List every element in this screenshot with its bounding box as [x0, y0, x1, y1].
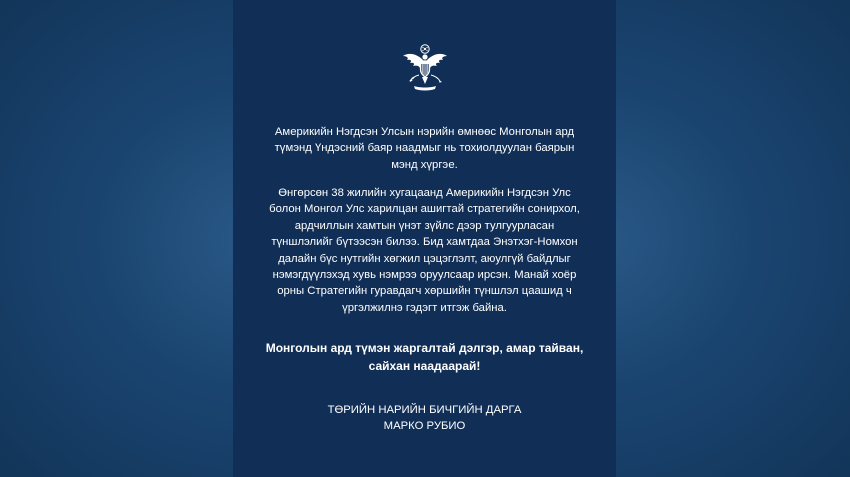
signature-name: МАРКО РУБИО [383, 420, 466, 432]
signature-title: ТӨРИЙН НАРИЙН БИЧГИЙН ДАРГА [327, 404, 522, 416]
partnership-paragraph: Өнгөрсөн 38 жилийн хугацаанд Америкийн Нэгдсэн Улс болон Монгол Улс харилцан ашигтай стратегийн сонирхол, ардчиллын хамтын үнэт зүйлс дээр тулгуурласан түншлэлийг бүтээсэн билээ. Бид хамтдаа Энэтхэг-Номхон далайн бүс нутгийн хөгжил цэцэглэлт, аюулгүй байдлыг нэмэгдүүлэхэд хувь нэмрээ оруулсаар ирсэн. Манай хоёр орны Стратегийн гуравдагч хөршийн түншлэл цаашид ч үргэлжилнэ гэдэгт итгэж байна. [269, 187, 580, 314]
letter-card [233, 0, 616, 477]
great-seal-eagle-icon [399, 42, 451, 94]
left-background-panel [0, 0, 233, 477]
closing-wish: Монголын ард түмэн жаргалтай дэлгэр, амар тайван, сайхан наадаарай! [265, 341, 584, 373]
greeting-paragraph: Америкийн Нэгдсэн Улсын нэрийн өмнөөс Монголын ард түмэнд Үндэсний баяр наадмыг нь тохиолдуулан баярын мэнд хүргэе. [274, 126, 575, 171]
right-background-panel [616, 0, 850, 477]
